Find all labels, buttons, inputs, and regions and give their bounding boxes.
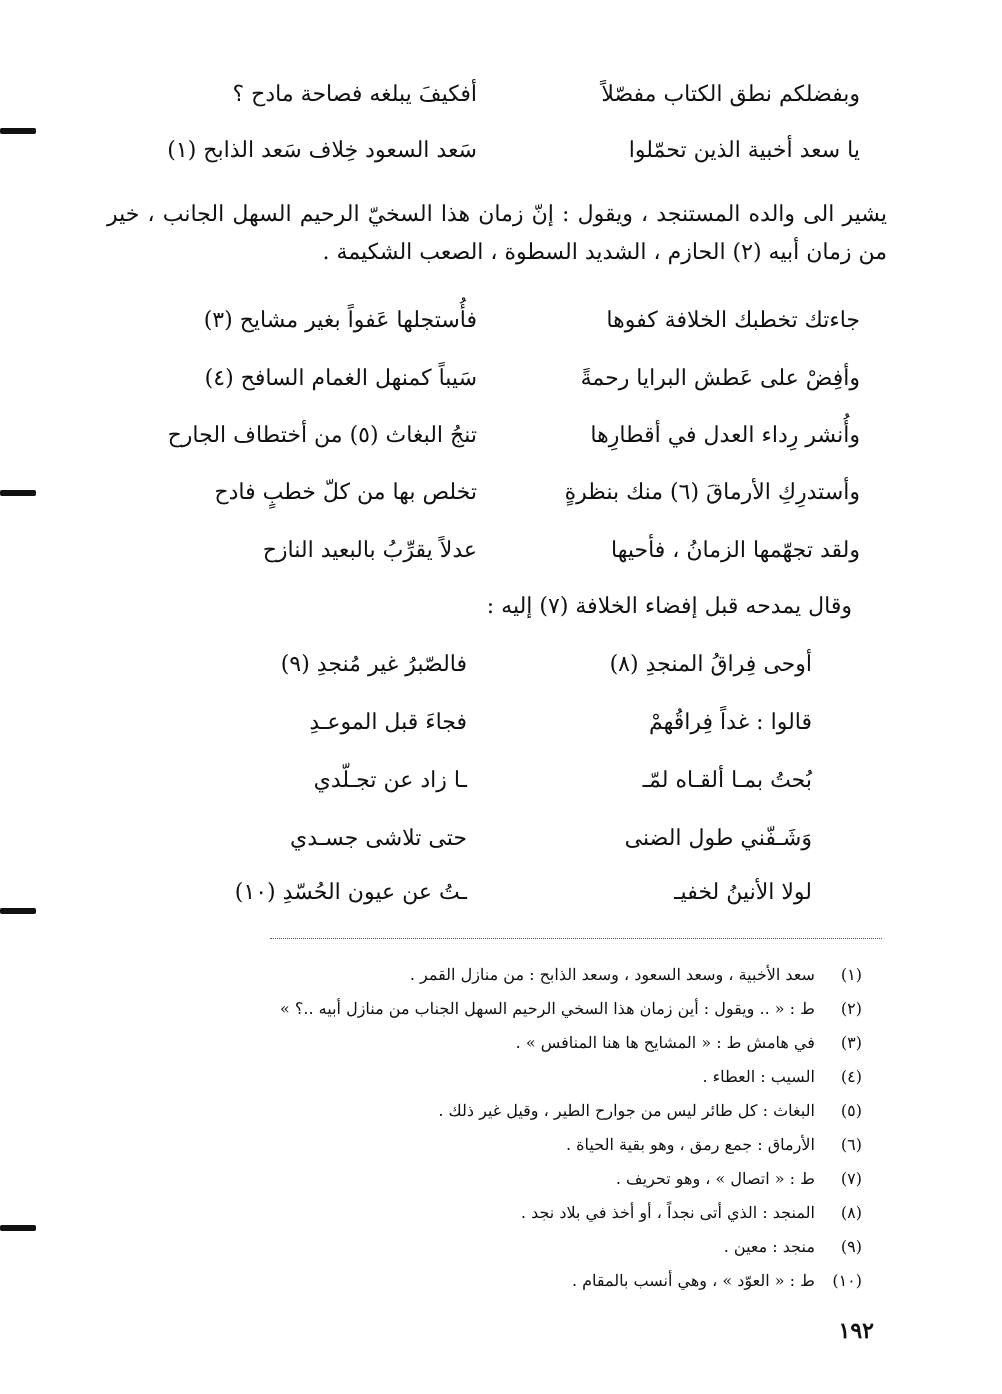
footnote-number: (٥) (840, 1101, 862, 1120)
verse-left: ـتُ عن عيون الحُسّدِ (١٠) (234, 880, 467, 905)
footnote (142, 1196, 862, 1230)
footnote-number: (٧) (840, 1169, 862, 1188)
verse-right: وَشَـفّني طول الضنى (624, 826, 812, 851)
footnote-number: (٣) (840, 1033, 862, 1052)
margin-mark (0, 908, 36, 914)
footnote-number: (٦) (840, 1135, 862, 1154)
footnote-text: السيب : العطاء . (702, 1067, 815, 1086)
verse-left: فجاءَ قبل الموعـدِ (309, 710, 467, 735)
verse-left: فالصّبرُ غير مُنجدِ (٩) (280, 652, 467, 677)
verse-right: وأفِضْ على عَطش البرايا رحمةً (580, 366, 860, 391)
margin-mark (0, 128, 36, 134)
verse-left: عدلاً يقرِّبُ بالبعيد النازح (262, 538, 477, 563)
verse-right: وبفضلكم نطق الكتاب مفصّلاً (601, 82, 860, 107)
footnote-number: (١٠) (832, 1271, 862, 1290)
footnote (142, 1094, 862, 1128)
margin-mark (0, 1225, 36, 1231)
verse-left: ـا زاد عن تجـلّدي (313, 768, 467, 793)
prose-paragraph: يشير الى والده المستنجد ، ويقول : إنّ زمان هذا السخيّ الرحيم السهل الجانب ، خير من زمان أبيه (٢) الحازم ، الشديد السطوة ، الصعب الشكيمة . (107, 202, 887, 265)
footnote-number: (٢) (840, 999, 862, 1018)
verse-left: حتى تلاشى جسـدي (289, 826, 467, 851)
footnote-text: ط : « .. ويقول : أين زمان هذا السخي الرحيم السهل الجناب من منازل أبيه ..؟ » (280, 999, 815, 1018)
footnote-text: الأرماق : جمع رمق ، وهو بقية الحياة . (566, 1135, 815, 1154)
verse-left: سَعد السعود خِلاف سَعد الذابح (١) (167, 138, 477, 163)
footnote-text: في هامش ط : « المشايح ها هنا المنافس » . (515, 1033, 815, 1052)
margin-mark (0, 490, 36, 496)
footnote (142, 1264, 862, 1298)
verse-right: جاءتك تخطبك الخلافة كفوها (606, 308, 860, 333)
footnote (142, 1230, 862, 1264)
footnote (142, 1128, 862, 1162)
verse-left: تنجُ البغاث (٥) من أختطاف الجارح (167, 423, 477, 448)
poem-intro: وقال يمدحه قبل إفضاء الخلافة (٧) إليه : (486, 594, 852, 619)
verse-left: فأُستجلها عَفواً بغير مشايح (٣) (203, 308, 477, 333)
verse-right: ولقد تجهّمها الزمانُ ، فأحيها (610, 538, 860, 563)
footnote-text: البغاث : كل طائر ليس من جوارح الطير ، وقيل غير ذلك . (438, 1101, 815, 1120)
footnote (142, 992, 862, 1026)
verse-left: تخلص بها من كلّ خطبٍ فادح (214, 480, 477, 505)
verse-left: سَيباً كمنهل الغمام السافح (٤) (204, 366, 477, 391)
verse-left: أفكيفَ يبلغه فصاحة مادح ؟ (232, 82, 477, 107)
footnote (142, 1026, 862, 1060)
verse-right: بُحتُ بمـا ألقـاه لمّـ (642, 768, 812, 793)
footnote (142, 958, 862, 992)
footnote (142, 1060, 862, 1094)
footnote-text: سعد الأخبية ، وسعد السعود ، وسعد الذابح : من منازل القمر . (409, 965, 815, 984)
verse-right: قالوا : غداً فِراقُهمْ (648, 710, 812, 735)
verse-right: لولا الأنينُ لخفيـ (674, 880, 812, 905)
footnote-number: (٩) (840, 1237, 862, 1256)
verse-right: أوحى فِراقُ المنجدِ (٨) (609, 652, 812, 677)
footnote-number: (٨) (840, 1203, 862, 1222)
footnote-text: ط : « العوّد » ، وهي أنسب بالمقام . (571, 1271, 815, 1290)
footnote (142, 1162, 862, 1196)
footnote-text: ط : « اتصال » ، وهو تحريف . (615, 1169, 815, 1188)
verse-right: وأستدرِكِ الأرماقَ (٦) منك بنظرةٍ (564, 480, 860, 505)
footnote-number: (٤) (840, 1067, 862, 1086)
footnote-text: منجد : معين . (723, 1237, 815, 1256)
footnote-text: المنجد : الذي أتى نجداً ، أو أخذ في بلاد نجد . (520, 1203, 815, 1222)
footnote-separator (270, 938, 882, 939)
footnote-number: (١) (840, 965, 862, 984)
page-number: ١٩٢ (838, 1318, 874, 1344)
verse-right: وأُنشر رِداء العدل في أقطارِها (590, 423, 860, 448)
verse-right: يا سعد أخبية الذين تحمّلوا (628, 138, 860, 163)
